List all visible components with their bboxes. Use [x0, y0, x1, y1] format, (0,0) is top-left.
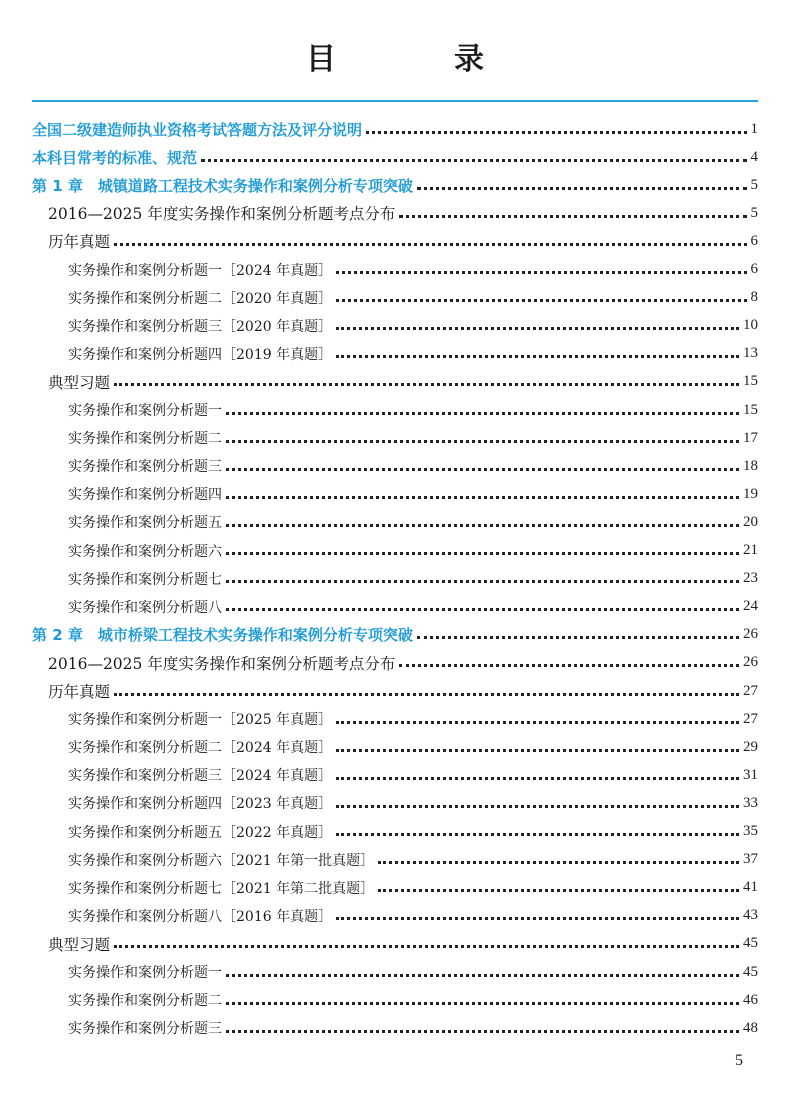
toc-entry-label: 实务操作和案例分析题五 [68, 515, 222, 532]
toc-entry-page: 1 [750, 120, 758, 137]
toc-entry-page: 35 [743, 823, 758, 839]
toc-entry-page: 27 [743, 710, 758, 727]
dot-leader [417, 636, 739, 639]
dot-leader [226, 468, 739, 471]
dot-leader [366, 131, 746, 134]
dot-leader [336, 721, 739, 724]
dot-leader [226, 1002, 739, 1005]
toc-entry-page: 45 [743, 963, 758, 980]
toc-entry-label: 第 1 章 城镇道路工程技术实务操作和案例分析专项突破 [32, 176, 413, 195]
toc-entry-page: 48 [743, 1019, 758, 1036]
toc-entry[interactable] [68, 508, 758, 536]
toc-entry[interactable] [68, 733, 758, 761]
toc-entry-page: 46 [743, 991, 758, 1008]
toc-entry-label: 实务操作和案例分析题四［2019 年真题］ [68, 346, 333, 363]
toc-entry-label: 第 2 章 城市桥梁工程技术实务操作和案例分析专项突破 [32, 626, 413, 645]
dot-leader [226, 608, 739, 611]
dot-leader [114, 243, 746, 246]
toc-entry-page: 18 [743, 457, 758, 474]
dot-leader [336, 271, 746, 274]
toc-entry[interactable] [68, 480, 758, 508]
dot-leader [201, 159, 746, 162]
page-number: 5 [735, 1052, 743, 1069]
toc-entry[interactable] [68, 396, 758, 424]
toc-entry[interactable] [68, 256, 758, 284]
dot-leader [378, 889, 739, 892]
dot-leader [114, 693, 739, 696]
toc-entry[interactable] [68, 846, 758, 874]
toc-entry[interactable] [32, 171, 758, 199]
toc-entry-label: 历年真题 [48, 233, 111, 252]
toc-entry-page: 20 [743, 513, 758, 530]
toc-entry-label: 实务操作和案例分析题一［2024 年真题］ [68, 262, 333, 279]
toc-entry-label: 本科目常考的标准、规范 [32, 148, 198, 167]
toc-entry-page: 13 [743, 345, 758, 362]
toc-entry[interactable] [68, 705, 758, 733]
toc-entry-page: 37 [743, 851, 758, 868]
dot-leader [417, 187, 747, 190]
toc-entry[interactable] [48, 227, 758, 255]
toc-entry-label: 实务操作和案例分析题一 [68, 965, 222, 981]
toc-entry-page: 15 [743, 401, 758, 418]
toc-entry-label: 实务操作和案例分析题二 [68, 431, 222, 448]
toc-entry-page: 45 [743, 935, 758, 952]
toc-entry-label: 实务操作和案例分析题三 [68, 1021, 222, 1038]
toc-entry[interactable] [32, 143, 758, 171]
dot-leader [336, 327, 739, 330]
dot-leader [378, 861, 739, 864]
toc-entry-page: 33 [743, 794, 758, 811]
toc-entry-page: 15 [743, 373, 758, 390]
toc-entry[interactable] [68, 789, 758, 817]
dot-leader [336, 805, 739, 808]
toc-entry-label: 实务操作和案例分析题三 [68, 459, 222, 476]
toc-entry[interactable] [68, 761, 758, 789]
page-title: 目 录 [306, 42, 528, 77]
toc-entry-page: 43 [743, 907, 758, 924]
toc-entry-page: 17 [743, 429, 758, 446]
toc-entry-label: 实务操作和案例分析题二［2020 年真题］ [68, 290, 333, 307]
toc-entry[interactable] [68, 452, 758, 480]
toc-entry-label: 实务操作和案例分析题八［2016 年真题］ [68, 908, 333, 925]
toc-entry[interactable] [68, 986, 758, 1014]
toc-entry-page: 19 [743, 485, 758, 502]
toc-entry[interactable] [48, 930, 758, 958]
toc-entry-label: 实务操作和案例分析题六［2021 年第一批真题］ [68, 852, 375, 869]
toc-entry[interactable] [68, 565, 758, 593]
dot-leader [226, 496, 739, 499]
dot-leader [226, 1030, 739, 1033]
toc-entry-page: 21 [743, 542, 758, 558]
dot-leader [336, 299, 746, 302]
toc-entry[interactable] [68, 284, 758, 312]
dot-leader [226, 974, 739, 977]
toc-entry-page: 5 [750, 176, 758, 193]
dot-leader [336, 749, 739, 752]
toc-entry-label: 实务操作和案例分析题三［2020 年真题］ [68, 318, 333, 335]
toc-entry-page: 29 [743, 738, 758, 755]
toc-entry-page: 6 [750, 261, 758, 277]
toc-entry[interactable] [68, 958, 758, 986]
toc-entry-label: 实务操作和案例分析题一［2025 年真题］ [68, 712, 333, 729]
toc-entry-label: 实务操作和案例分析题一 [68, 403, 222, 419]
dot-leader [336, 777, 739, 780]
toc-entry[interactable] [48, 368, 758, 396]
toc-entry-page: 23 [743, 570, 758, 587]
toc-entry-label: 实务操作和案例分析题四 [68, 487, 222, 504]
toc-entry[interactable] [68, 312, 758, 340]
toc-entry-label: 典型习题 [48, 373, 111, 392]
toc-entry-page: 5 [750, 204, 758, 221]
toc-entry-page: 41 [743, 879, 758, 896]
toc-entry-label: 全国二级建造师执业资格考试答题方法及评分说明 [32, 120, 363, 139]
toc-entry[interactable] [48, 649, 758, 677]
toc-entry[interactable] [48, 677, 758, 705]
toc-entry-label: 实务操作和案例分析题三［2024 年真题］ [68, 768, 333, 785]
title-divider [32, 100, 758, 102]
toc-entry-label: 2016—2025 年度实务操作和案例分析题考点分布 [48, 654, 396, 673]
dot-leader [226, 412, 739, 415]
toc-entry-page: 31 [743, 766, 758, 783]
dot-leader [226, 552, 739, 555]
dot-leader [336, 917, 739, 920]
toc-entry-page: 6 [750, 232, 758, 249]
dot-leader [226, 580, 739, 583]
toc-entry-label: 典型习题 [48, 935, 111, 954]
dot-leader [226, 440, 739, 443]
toc-entry[interactable] [68, 1014, 758, 1042]
toc-entry-page: 26 [743, 626, 758, 643]
toc-entry-label: 实务操作和案例分析题七 [68, 571, 222, 588]
toc-entry[interactable] [32, 115, 758, 143]
toc-entry-page: 4 [750, 148, 758, 165]
toc-entry-page: 8 [750, 289, 758, 306]
toc-entry[interactable] [68, 593, 758, 621]
toc-entry[interactable] [68, 818, 758, 846]
dot-leader [114, 383, 739, 386]
toc-entry-label: 实务操作和案例分析题五［2022 年真题］ [68, 824, 333, 841]
toc-entry[interactable] [68, 902, 758, 930]
toc-entry-label: 实务操作和案例分析题六 [68, 543, 222, 560]
toc-entry-label: 实务操作和案例分析题七［2021 年第二批真题］ [68, 880, 375, 897]
toc-entry-label: 实务操作和案例分析题四［2023 年真题］ [68, 796, 333, 813]
dot-leader [226, 524, 739, 527]
dot-leader [399, 215, 746, 218]
toc-entry[interactable] [32, 621, 758, 649]
toc-entry-label: 历年真题 [48, 683, 111, 701]
toc-entry[interactable] [68, 537, 758, 565]
toc-entry[interactable] [68, 874, 758, 902]
toc-entry-label: 实务操作和案例分析题二［2024 年真题］ [68, 740, 333, 757]
toc-entry-label: 实务操作和案例分析题二 [68, 993, 222, 1010]
toc-entry-page: 10 [743, 317, 758, 334]
toc-entry-label: 2016—2025 年度实务操作和案例分析题考点分布 [48, 205, 396, 224]
toc-entry-page: 24 [743, 598, 758, 615]
toc-entry[interactable] [68, 424, 758, 452]
toc-entry-page: 26 [743, 654, 758, 671]
dot-leader [336, 355, 739, 358]
toc-entry[interactable] [48, 199, 758, 227]
dot-leader [114, 945, 739, 948]
toc-entry-label: 实务操作和案例分析题八 [68, 599, 222, 616]
dot-leader [336, 833, 739, 836]
toc-entry-page: 27 [743, 682, 758, 699]
dot-leader [399, 664, 739, 667]
toc-entry[interactable] [68, 340, 758, 368]
